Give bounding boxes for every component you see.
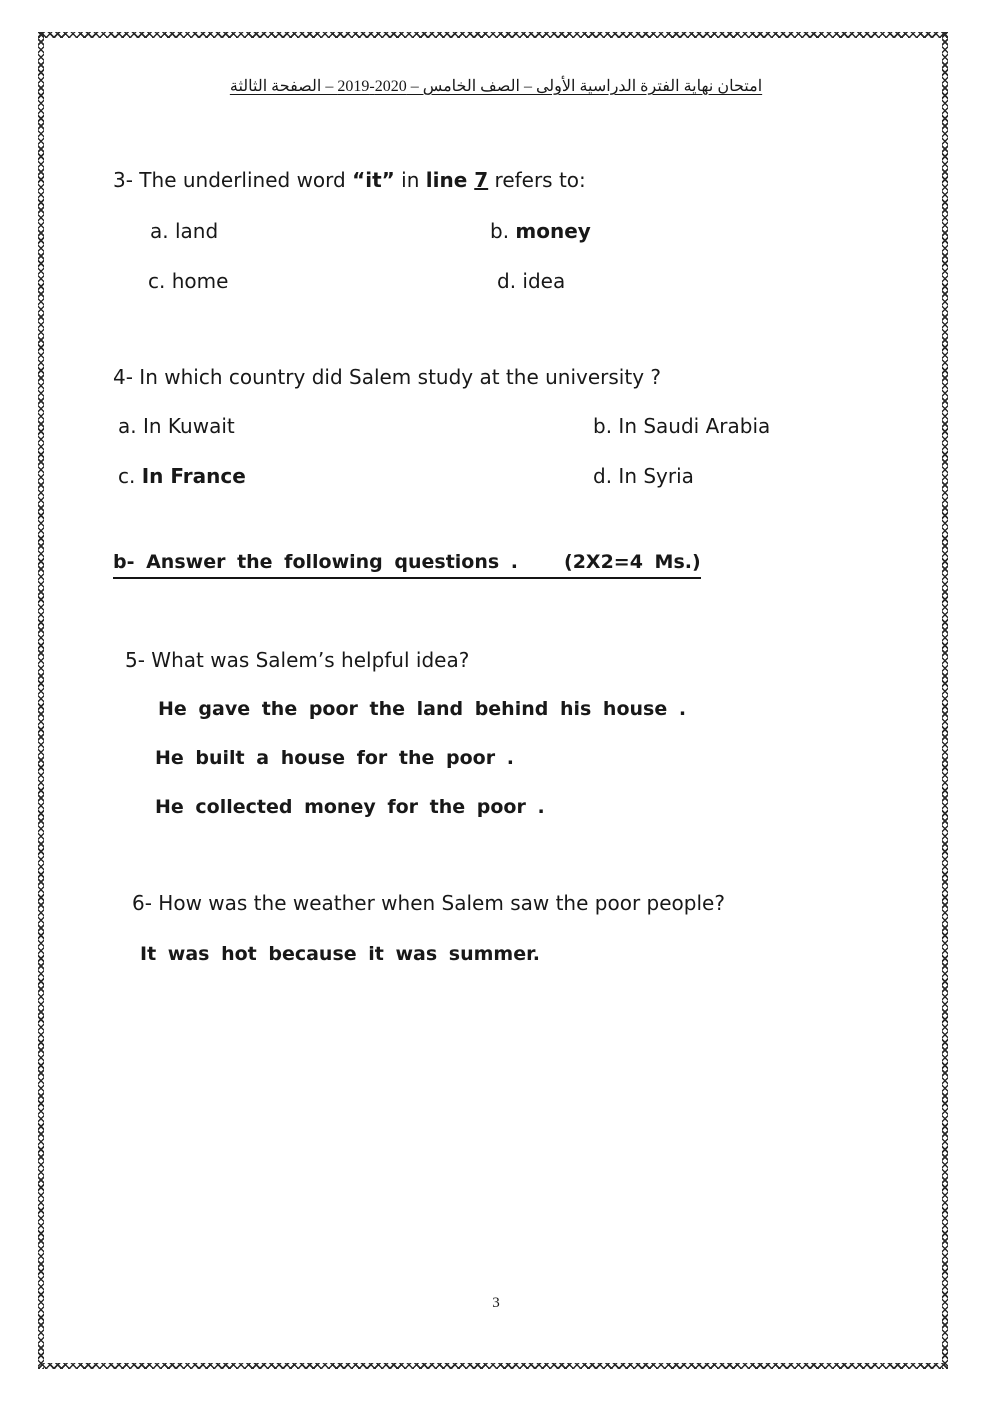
q3-stem-mid: in bbox=[394, 168, 426, 192]
question-4-stem bbox=[113, 365, 661, 389]
question-3-stem bbox=[113, 168, 586, 192]
section-b-label: b- Answer the following questions . bbox=[113, 551, 519, 573]
section-b-underline bbox=[113, 551, 701, 579]
q3-stem-suffix: refers to: bbox=[488, 168, 586, 192]
page-number: 3 bbox=[492, 1295, 500, 1311]
q4-option-d bbox=[593, 464, 694, 488]
q3-option-c bbox=[148, 269, 228, 293]
q4-stem-text: 4- In which country did Salem study at the university ? bbox=[113, 365, 662, 389]
q3-option-b bbox=[490, 219, 591, 243]
q5-answer-1: He gave the poor the land behind his house . bbox=[158, 698, 687, 720]
q4-option-c-text: In France bbox=[141, 464, 246, 488]
section-b-header bbox=[113, 551, 701, 579]
q4-option-c-letter: c. bbox=[118, 464, 136, 488]
q6-answer: It was hot because it was summer. bbox=[140, 943, 540, 965]
q3-stem-prefix: 3- The underlined word bbox=[113, 168, 353, 192]
q3-option-c-text: home bbox=[171, 269, 229, 293]
q4-option-d-letter: d. bbox=[593, 464, 613, 488]
q3-option-b-text: money bbox=[515, 219, 591, 243]
q3-option-d-letter: d. bbox=[497, 269, 517, 293]
q4-option-a-letter: a. bbox=[118, 414, 137, 438]
exam-header bbox=[0, 76, 992, 96]
q4-option-b bbox=[593, 414, 770, 438]
section-b-marks: (2X2=4 Ms.) bbox=[564, 551, 701, 573]
q3-option-d-text: idea bbox=[522, 269, 566, 293]
q4-option-a-text: In Kuwait bbox=[142, 414, 235, 438]
q4-option-b-text: In Saudi Arabia bbox=[618, 414, 771, 438]
exam-header-text: امتحان نهاية الفترة الدراسية الأولى – الصف الخامس – 2020-2019 – الصفحة الثالثة bbox=[229, 78, 763, 95]
q4-option-b-letter: b. bbox=[593, 414, 613, 438]
q3-option-b-letter: b. bbox=[490, 219, 510, 243]
q3-line-label: line bbox=[425, 168, 475, 192]
question-6-stem bbox=[132, 891, 725, 915]
q6-stem-text: 6- How was the weather when Salem saw the poor people? bbox=[132, 891, 725, 915]
q5-stem-text: 5- What was Salem’s helpful idea? bbox=[125, 648, 470, 672]
q3-option-a bbox=[150, 219, 218, 243]
q3-option-a-text: land bbox=[174, 219, 219, 243]
q5-answer-2: He built a house for the poor . bbox=[155, 747, 514, 769]
q4-option-a bbox=[118, 414, 235, 438]
page-border-right bbox=[942, 32, 948, 1369]
q3-word-it: “it” bbox=[352, 168, 395, 192]
question-5-stem bbox=[125, 648, 469, 672]
page-border-top bbox=[38, 32, 948, 38]
q4-option-d-text: In Syria bbox=[618, 464, 694, 488]
q3-option-a-letter: a. bbox=[150, 219, 169, 243]
q3-option-d bbox=[497, 269, 565, 293]
q5-answer-3: He collected money for the poor . bbox=[155, 796, 545, 818]
page-border-left bbox=[38, 32, 44, 1369]
q4-option-c bbox=[118, 464, 246, 488]
q3-line-number: 7 bbox=[474, 168, 489, 192]
q3-option-c-letter: c. bbox=[148, 269, 166, 293]
page-border-bottom bbox=[38, 1363, 948, 1369]
